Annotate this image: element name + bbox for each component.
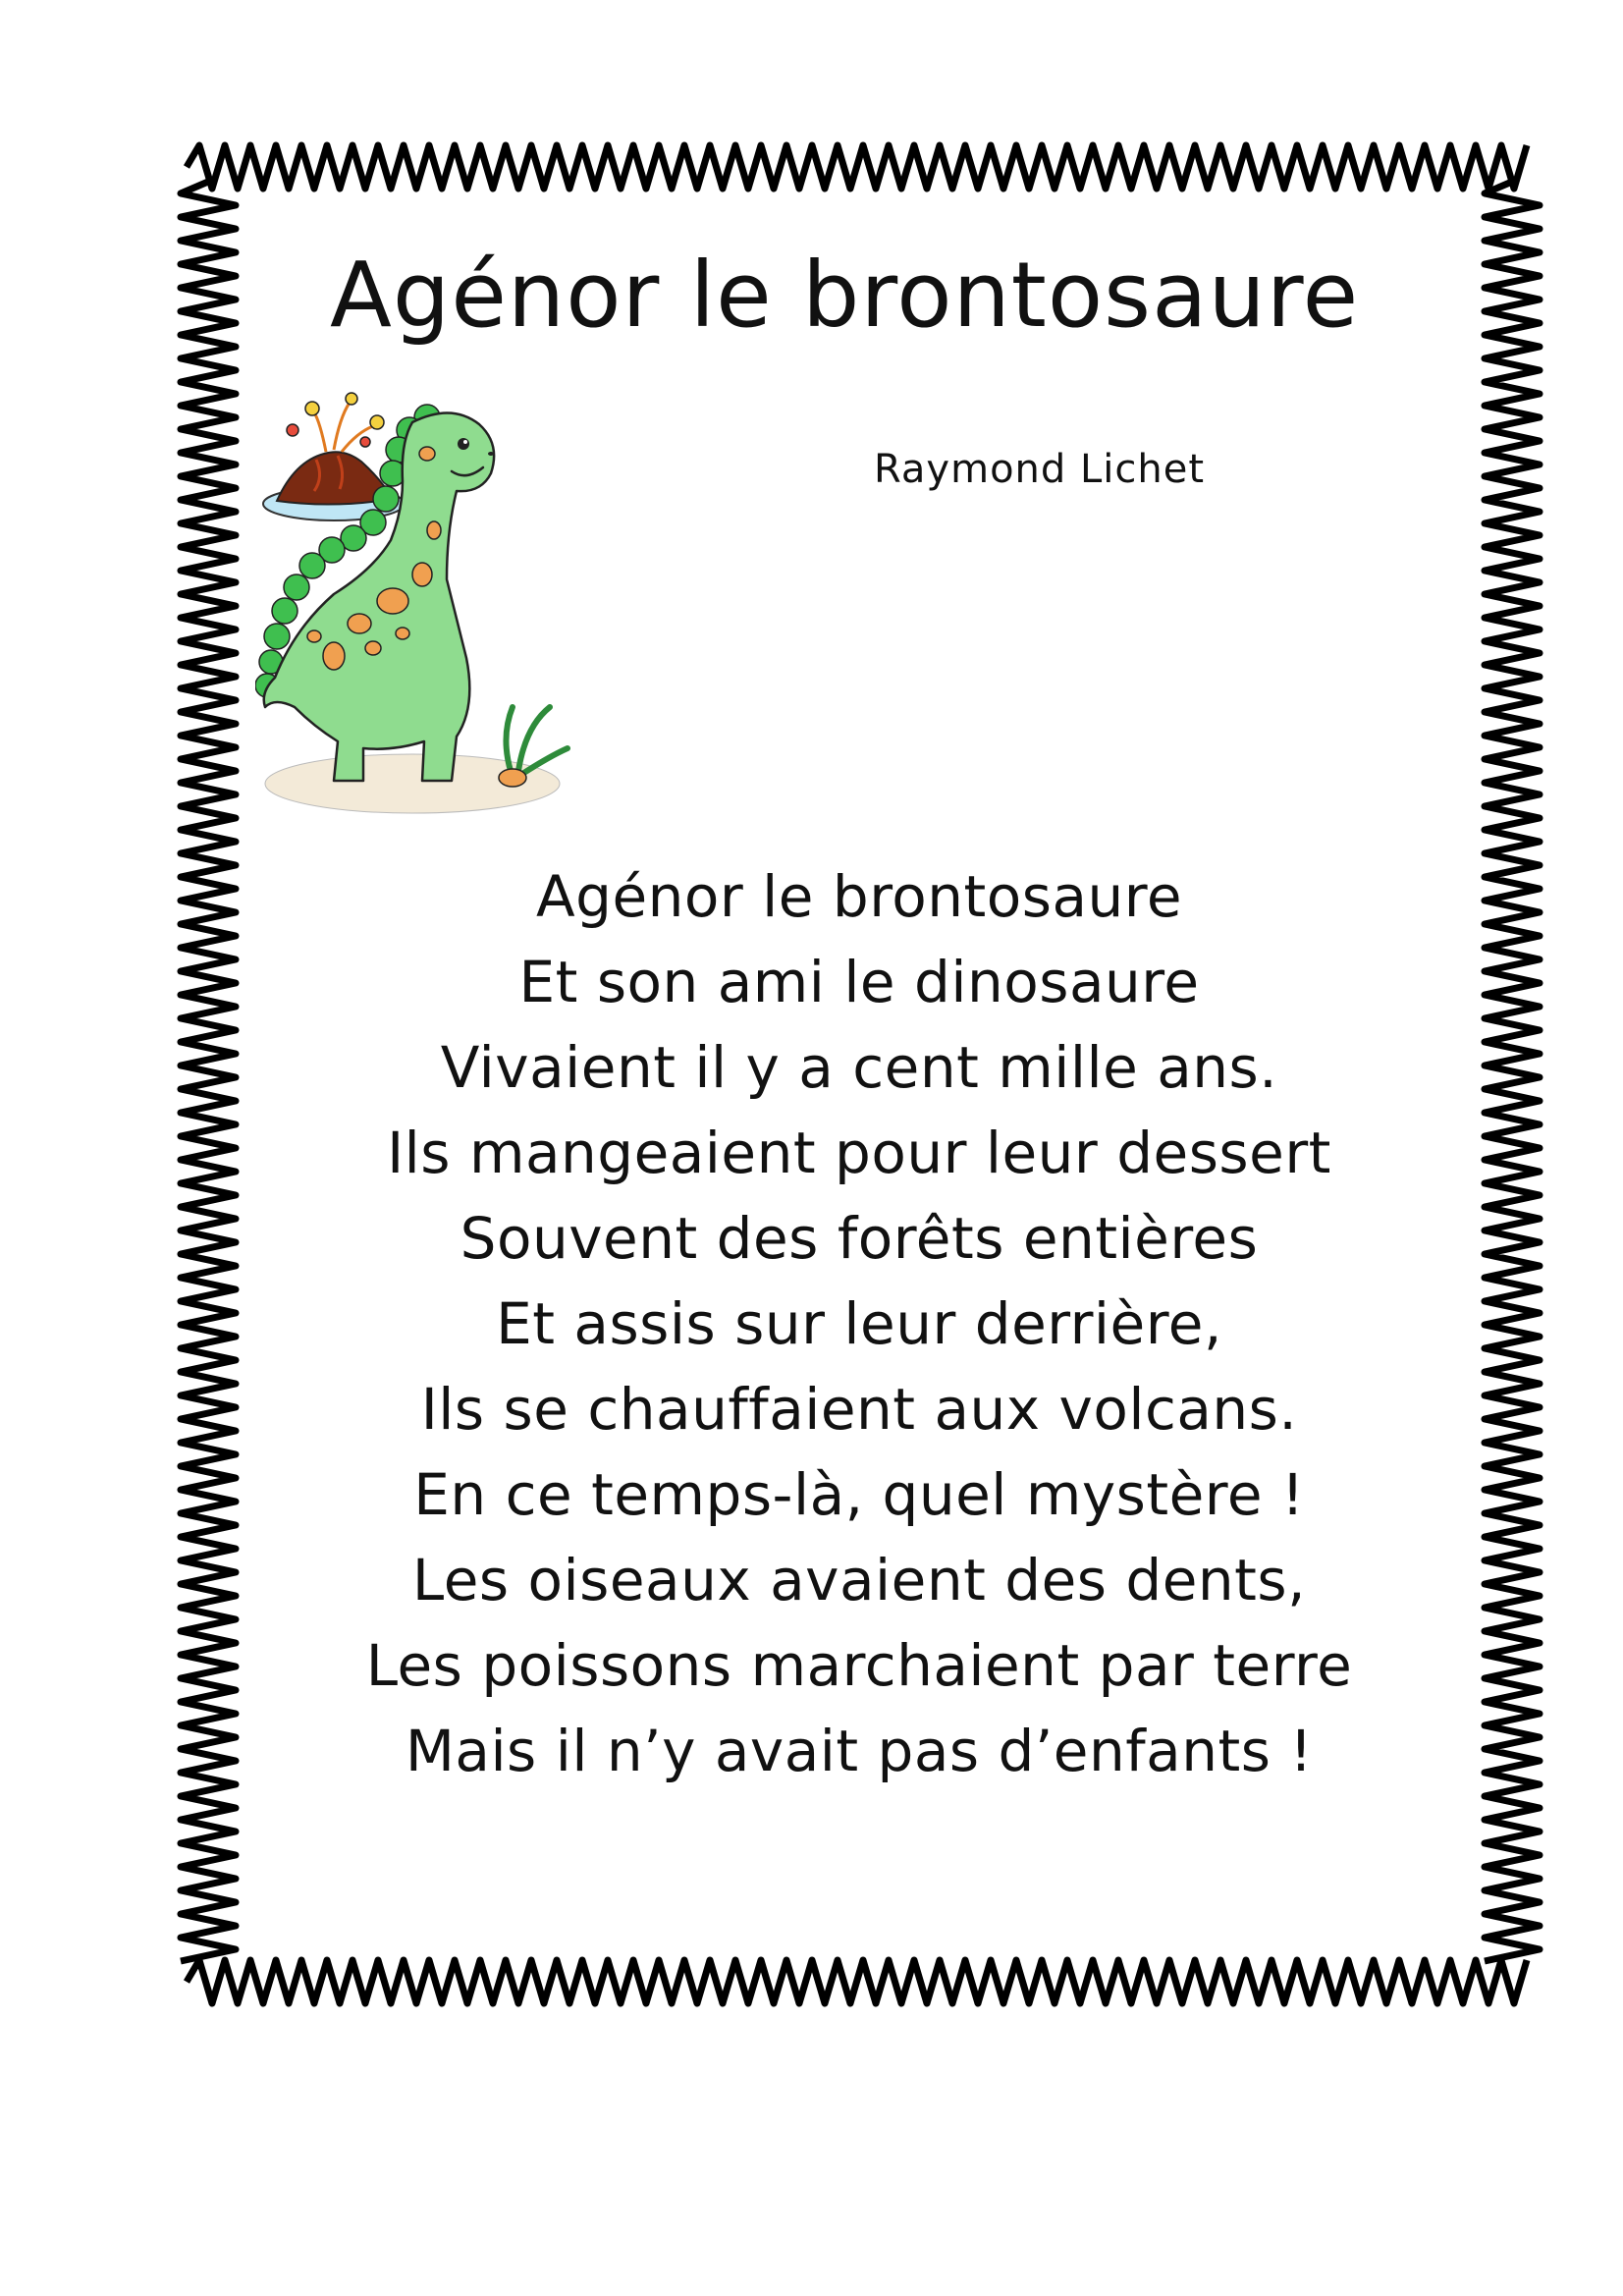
poem-line: Vivaient il y a cent mille ans. [440, 1034, 1278, 1101]
frame-top-edge [187, 145, 1527, 189]
poem-line: Et assis sur leur derrière, [496, 1290, 1222, 1357]
dinosaur-eye [458, 438, 469, 450]
poem-line: Agénor le brontosaure [535, 863, 1183, 930]
poem-line: Et son ami le dinosaure [518, 949, 1200, 1015]
frame-right-edge [1485, 182, 1540, 1961]
poem-line: Ils mangeaient pour leur dessert [387, 1120, 1331, 1186]
poem-author: Raymond Lichet [874, 447, 1206, 492]
poem-line: Souvent des forêts entières [460, 1205, 1259, 1272]
poem-line: Les poissons marchaient par terre [365, 1632, 1353, 1699]
frame-bottom-edge [187, 1960, 1527, 2003]
poem-line: Les oiseaux avaient des dents, [411, 1547, 1307, 1613]
poem-line: Mais il n’y avait pas d’enfants ! [405, 1718, 1314, 1784]
poem-title: Agénor le brontosaure [330, 243, 1360, 348]
poem-line: Ils se chauffaient aux volcans. [420, 1376, 1298, 1443]
dinosaur-with-volcano-icon [255, 383, 579, 815]
poem-body [295, 854, 1424, 1794]
frame-left-edge [181, 182, 236, 1961]
poem-line: En ce temps-là, quel mystère ! [413, 1461, 1305, 1528]
